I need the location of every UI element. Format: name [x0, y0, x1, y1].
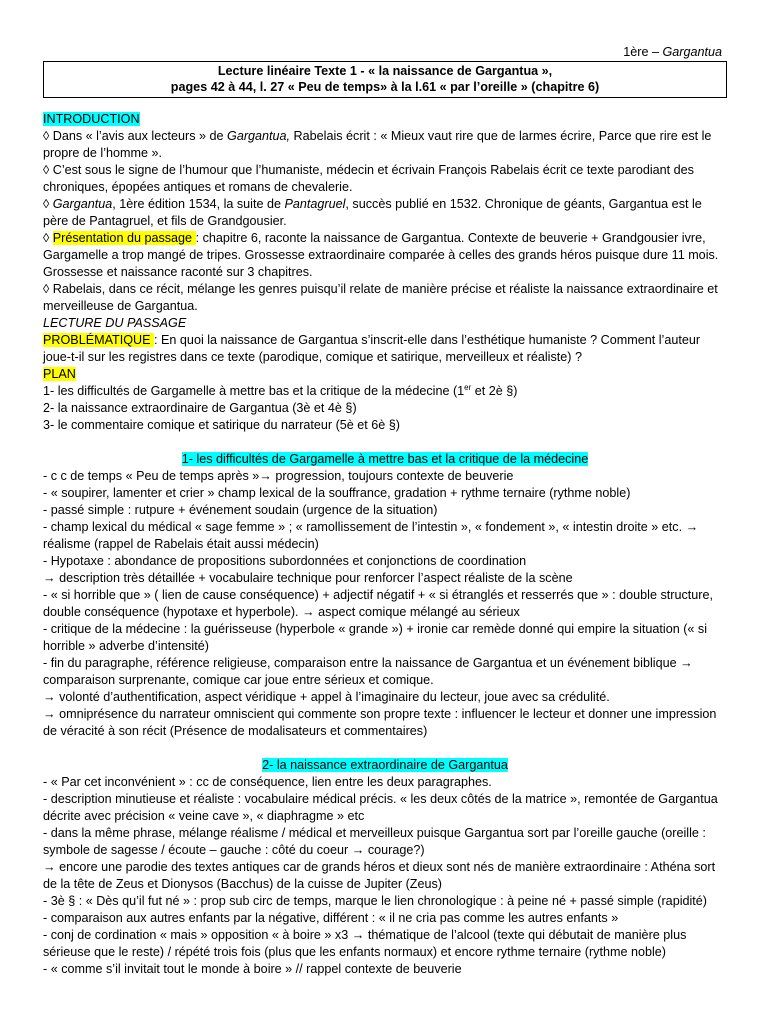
intro-paragraph-3: ◊ Gargantua, 1ère édition 1534, la suite de Pantagruel, succès publié en 1532. Chronique de géants, Gargantua est le père de Pantagruel, et fils de Grandgousier. [43, 197, 702, 228]
plan-item-2: 2- la naissance extraordinaire de Gargantua (3è et 4è §) [43, 401, 357, 415]
section-2-body [43, 774, 727, 978]
section-2-line: - dans la même phrase, mélange réalisme / médical et merveilleux puisque Gargantua sort par l’oreille gauche (oreille : symbole de sagesse / écoute – gauche : côté du coeur → courage?) [43, 826, 706, 857]
lecture-heading: LECTURE DU PASSAGE [43, 316, 187, 330]
section-1-heading: 1- les difficultés de Gargamelle à mettre bas et la critique de la médecine [181, 452, 589, 466]
section-2-line: - « comme s’il invitait tout le monde à boire » // rappel contexte de beuverie [43, 962, 462, 976]
section-1-line: - c c de temps « Peu de temps après »→ progression, toujours contexte de beuverie [43, 469, 514, 483]
section-2-heading: 2- la naissance extraordinaire de Gargantua [262, 758, 508, 772]
section-2-line: - « Par cet inconvénient » : cc de conséquence, lien entre les deux paragraphes. [43, 775, 492, 789]
intro-paragraph-4: ◊ Présentation du passage : chapitre 6, raconte la naissance de Gargantua. Contexte de beuverie + Grandgousier ivre, Gargamelle a trop mangé de tripes. Grossesse extraordinaire comparée à celles des grands héros puisque dure 11 mois. Grossesse et naissance raconté sur 3 chapitres. [43, 231, 719, 279]
section-1-line: → omniprésence du narrateur omniscient qui commente son propre texte : influencer le lecteur et donner une impression de véracité à son récit (Présence de modalisateurs et commentaires) [43, 707, 717, 738]
section-1-body [43, 468, 727, 740]
section-2-line: → encore une parodie des textes antiques car de grands héros et dieux sont nés de manière extraordinaire : Athéna sort de la tête de Zeus et Dionysos (Bacchus) de la cuisse de Jupiter (Zeus) [43, 860, 716, 891]
section-1-line: - fin du paragraphe, référence religieuse, comparaison entre la naissance de Gargantua et un événement biblique → comparaison surprenante, comique car joue entre sérieux et comique. [43, 656, 693, 687]
section-1-line: → description très détaillée + vocabulaire technique pour renforcer l’aspect réaliste de la scène [43, 571, 573, 585]
section-2-line: - comparaison aux autres enfants par la négative, différent : « il ne cria pas comme les autres enfants » [43, 911, 619, 925]
section-1-line: - critique de la médecine : la guérisseuse (hyperbole « grande ») + ironie car remède donné qui empire la situation (« si horrible » adverbe d’intensité) [43, 622, 707, 653]
problematique: PROBLÉMATIQUE : En quoi la naissance de Gargantua s’inscrit-elle dans l’esthétique humaniste ? Comment l’auteur joue-t-il sur les registres dans ce texte (parodique, comique et satirique, merveilleux et réaliste) ? [43, 333, 701, 364]
intro-paragraph-2: ◊ C’est sous le signe de l’humour que l’humaniste, médecin et écrivain François Rabelais écrit ce texte parodiant des chroniques, épopées antiques et romans de chevalerie. [43, 163, 694, 194]
section-1-line: - « soupirer, lamenter et crier » champ lexical de la souffrance, gradation + rythme ternaire (rythme noble) [43, 486, 631, 500]
plan-item-3: 3- le commentaire comique et satirique du narrateur (5è et 6è §) [43, 418, 401, 432]
document-page [43, 44, 727, 978]
section-1-line: - « si horrible que » ( lien de cause conséquence) + adjectif négatif + « si étranglés et resserrés que » : double structure, double conséquence (hypotaxe et hyperbole). → aspect comique mélangé au sérieux [43, 588, 713, 619]
section-1-line: - passé simple : rutpure + événement soudain (urgence de la situation) [43, 503, 438, 517]
title-line-2: pages 42 à 44, l. 27 « Peu de temps» à la l.61 « par l’oreille » (chapitre 6) [170, 80, 600, 94]
plan-heading: PLAN [43, 367, 76, 381]
title-box [43, 61, 727, 98]
intro-heading: INTRODUCTION [43, 112, 140, 126]
plan-item-1: 1- les difficultés de Gargamelle à mettre bas et la critique de la médecine (1er et 2è §) [43, 382, 518, 398]
section-2-line: - conj de cordination « mais » opposition « à boire » x3 → thématique de l’alcool (texte qui débutait de manière plus sérieuse que le reste) / répété trois fois (plus que les enfants normaux) et encore rythme ternaire (rythme noble) [43, 928, 687, 959]
header-work: Gargantua [662, 45, 722, 59]
document-content [43, 111, 727, 978]
section-2-line: - description minutieuse et réaliste : vocabulaire médical précis. « les deux côtés de la matrice », remontée de Gargantua décrite avec précision « veine cave », « diaphragme » etc [43, 792, 718, 823]
section-1-line: → volonté d’authentification, aspect véridique + appel à l’imaginaire du lecteur, joue avec sa crédulité. [43, 690, 610, 704]
header-level: 1ère – [623, 45, 663, 59]
title-line-1: Lecture linéaire Texte 1 - « la naissance de Gargantua », [217, 64, 553, 78]
section-1-line: - champ lexical du médical « sage femme » ; « ramollissement de l’intestin », « fondement », « intestin droite » etc. → réalisme (rappel de Rabelais était aussi médecin) [43, 520, 699, 551]
section-1-line: - Hypotaxe : abondance de propositions subordonnées et conjonctions de coordination [43, 554, 527, 568]
intro-paragraph-1: ◊ Dans « l’avis aux lecteurs » de Gargantua, Rabelais écrit : « Mieux vaut rire que de larmes écrire, Parce que rire est le propre de l’homme ». [43, 129, 712, 160]
section-2-line: - 3è § : « Dès qu’il fut né » : prop sub circ de temps, marque le lien chronologique : à peine né + passé simple (rapidité) [43, 894, 707, 908]
intro-paragraph-5: ◊ Rabelais, dans ce récit, mélange les genres puisqu’il relate de manière précise et réaliste la naissance extraordinaire et merveilleuse de Gargantua. [43, 282, 718, 313]
